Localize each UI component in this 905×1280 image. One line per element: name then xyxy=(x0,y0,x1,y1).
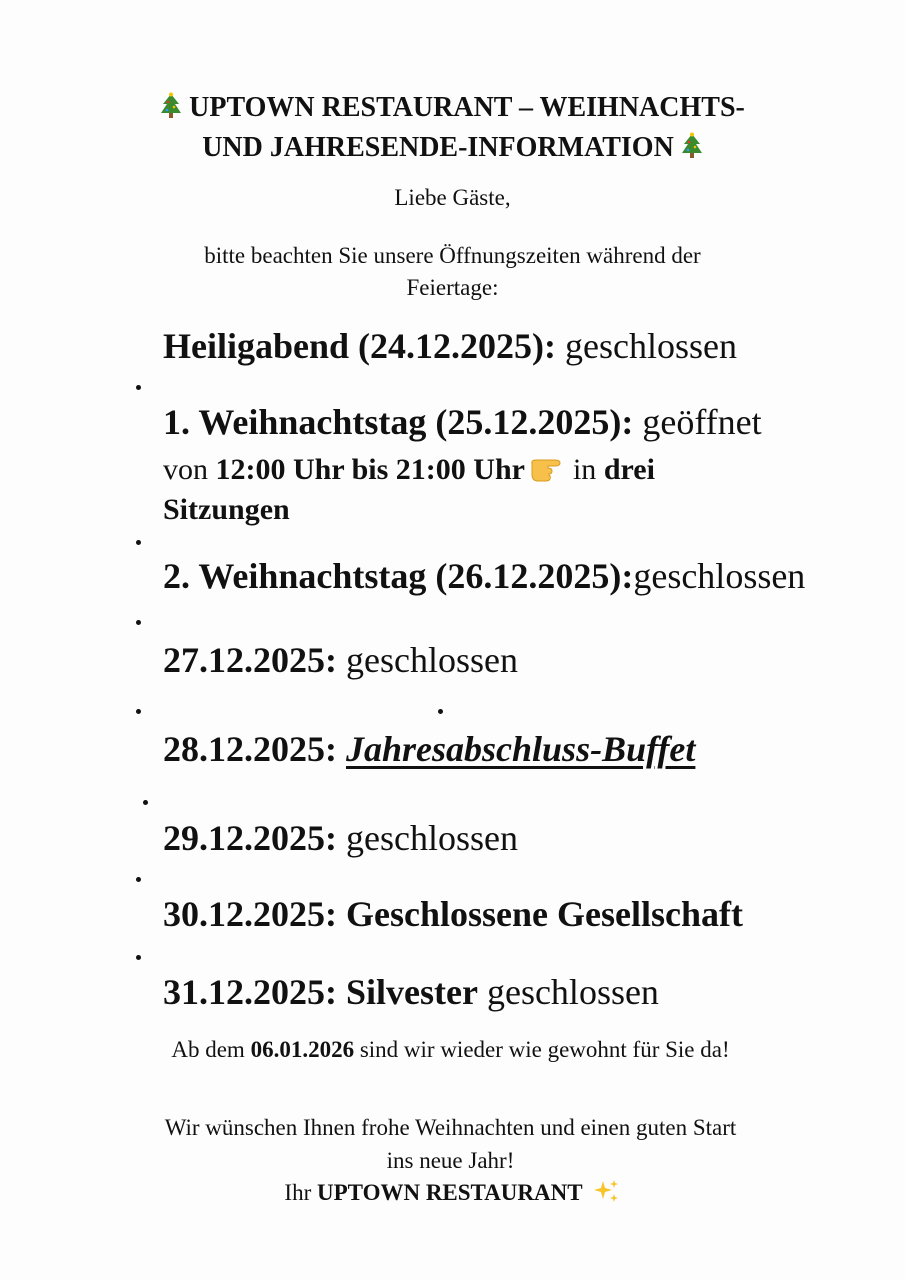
buffet-link: Jahresabschluss-Buffet xyxy=(346,729,696,769)
reopen-date: 06.01.2026 xyxy=(250,1037,355,1062)
bullet xyxy=(438,709,443,714)
schedule-item-3 xyxy=(163,554,805,598)
detail-sessions-word: Sitzungen xyxy=(163,493,290,526)
pointing-hand-icon xyxy=(529,454,565,484)
schedule-status: geschlossen xyxy=(337,640,518,680)
intro-line-2: Feiertage: xyxy=(406,275,499,300)
schedule-item-2 xyxy=(163,400,762,444)
schedule-date: 1. Weihnachtstag (25.12.2025): xyxy=(163,402,634,442)
schedule-item-5 xyxy=(163,727,695,771)
schedule-date: 28.12.2025: xyxy=(163,729,337,769)
schedule-item-7 xyxy=(163,892,743,936)
schedule-status-bold: Silvester xyxy=(337,972,478,1012)
bullet xyxy=(136,709,141,714)
title-line-1: UPTOWN RESTAURANT – WEIHNACHTS- xyxy=(189,92,745,123)
christmas-tree-icon xyxy=(160,92,182,120)
schedule-status: geschlossen xyxy=(477,972,659,1012)
reopen-notice xyxy=(0,1037,903,1063)
schedule-status: geöffnet xyxy=(633,402,762,442)
bullet xyxy=(136,877,141,882)
bullet xyxy=(136,620,141,625)
intro-line-1: bitte beachten Sie unsere Öffnungszeiten während der xyxy=(204,243,701,268)
page-title xyxy=(0,88,905,168)
schedule-status: Geschlossene Gesellschaft xyxy=(337,894,743,934)
schedule-status: geschlossen xyxy=(633,556,806,596)
schedule-item-4 xyxy=(163,638,518,682)
reopen-suffix: sind wir wieder wie gewohnt für Sie da! xyxy=(354,1037,730,1062)
christmas-tree-icon xyxy=(681,132,703,160)
bullet xyxy=(136,540,141,545)
intro xyxy=(0,240,905,304)
wishes-line-2: ins neue Jahr! xyxy=(386,1148,515,1173)
reopen-prefix: Ab dem xyxy=(171,1037,251,1062)
signature-prefix: Ihr xyxy=(284,1180,317,1205)
schedule-detail xyxy=(163,450,655,490)
schedule-date: 31.12.2025: xyxy=(163,972,337,1012)
schedule-status: geschlossen xyxy=(556,326,737,366)
bullet xyxy=(143,800,148,805)
schedule-date: Heiligabend (24.12.2025): xyxy=(163,326,556,366)
schedule-item-1 xyxy=(163,324,737,368)
bullet xyxy=(136,955,141,960)
sparkles-icon xyxy=(591,1178,621,1204)
signature xyxy=(0,1178,905,1206)
schedule-date: 27.12.2025: xyxy=(163,640,337,680)
signature-name: UPTOWN RESTAURANT xyxy=(316,1180,583,1205)
schedule-date: 29.12.2025: xyxy=(163,818,337,858)
schedule-item-8 xyxy=(163,970,659,1014)
detail-prefix: von xyxy=(163,453,216,486)
detail-sessions: drei xyxy=(603,453,655,486)
detail-time: 12:00 Uhr bis 21:00 Uhr xyxy=(215,453,525,486)
schedule-status: geschlossen xyxy=(337,818,518,858)
wishes xyxy=(0,1111,903,1177)
title-line-2: UND JAHRESENDE-INFORMATION xyxy=(202,132,674,163)
bullet xyxy=(136,385,141,390)
wishes-line-1: Wir wünschen Ihnen frohe Weihnachten und einen guten Start xyxy=(164,1115,737,1140)
detail-in: in xyxy=(572,453,604,486)
greeting: Liebe Gäste, xyxy=(394,185,511,210)
schedule-detail-continued xyxy=(163,490,290,530)
schedule-item-6 xyxy=(163,816,518,860)
schedule-date: 2. Weihnachtstag (26.12.2025): xyxy=(163,556,634,596)
schedule-date: 30.12.2025: xyxy=(163,894,337,934)
